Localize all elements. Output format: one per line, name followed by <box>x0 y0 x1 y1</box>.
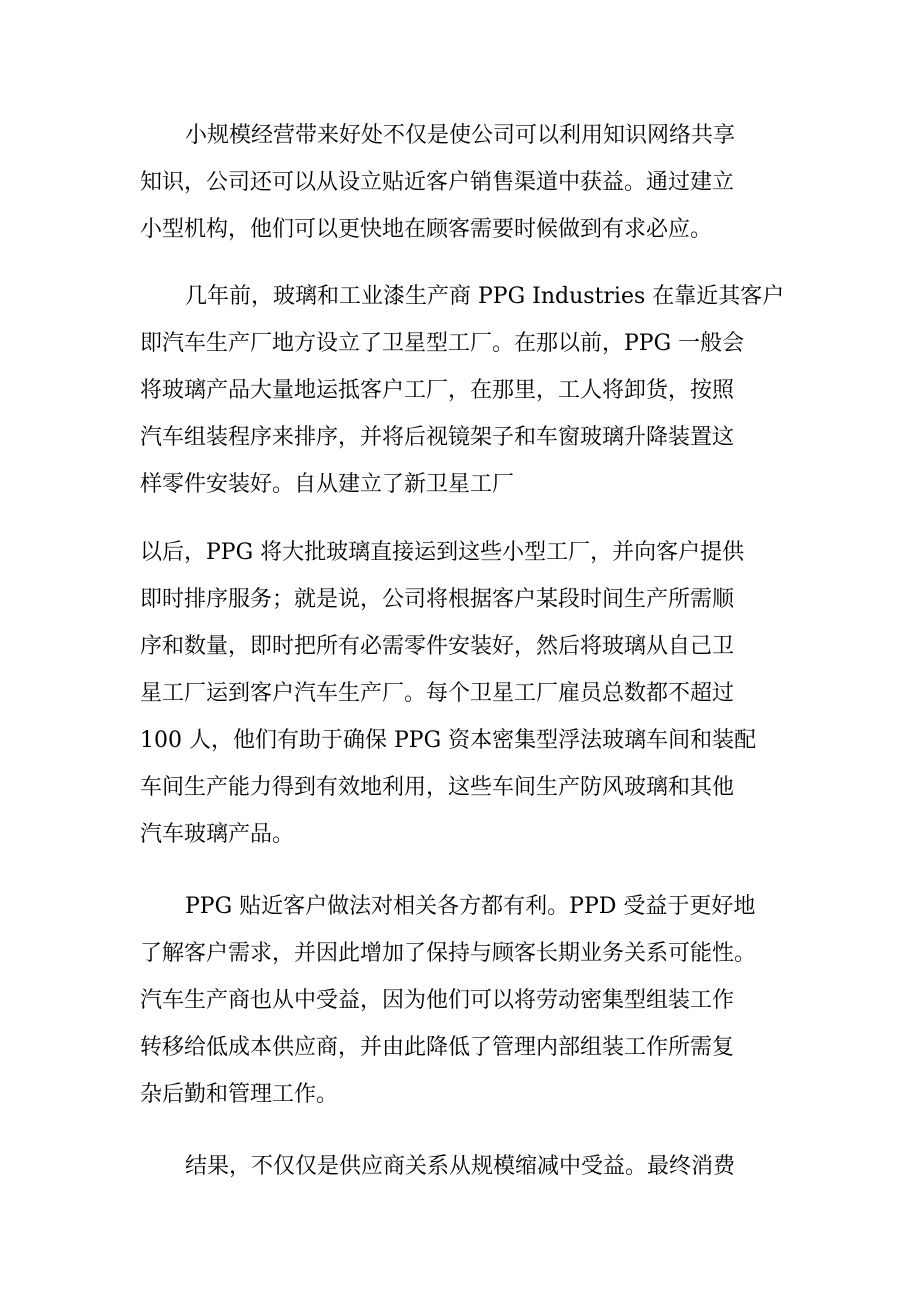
text-line: 汽车玻璃产品。 <box>140 822 295 847</box>
text-line: 转移给低成本供应商，并由此降低了管理内部组装工作所需复 <box>140 1035 735 1060</box>
paragraph-result <box>140 1143 735 1190</box>
text-line: 星工厂运到客户汽车生产厂。每个卫星工厂雇员总数都不超过 <box>140 681 735 706</box>
text-line: 以后，PPG 将大批玻璃直接运到这些小型工厂，并向客户提供 <box>140 540 745 565</box>
text-line: 序和数量，即时把所有必需零件安装好，然后将玻璃从自己卫 <box>140 634 735 659</box>
text-line: 即汽车生产厂地方设立了卫星型工厂。在那以前，PPG 一般会 <box>140 331 745 356</box>
text-line: 了解客户需求，并因此增加了保持与顾客长期业务关系可能性。 <box>140 941 757 966</box>
text-line: 即时排序服务；就是说，公司将根据客户某段时间生产所需顺 <box>140 587 735 612</box>
text-line: 小规模经营带来好处不仅是使公司可以利用知识网络共享 <box>185 123 736 148</box>
text-line: PPG 贴近客户做法对相关各方都有利。PPD 受益于更好地 <box>185 894 756 919</box>
text-line: 杂后勤和管理工作。 <box>140 1082 339 1107</box>
text-line: 车间生产能力得到有效地利用，这些车间生产防风玻璃和其他 <box>140 775 735 800</box>
paragraph-small-scale-benefits <box>140 112 735 253</box>
text-line: 汽车生产商也从中受益，因为他们可以将劳动密集型组装工作 <box>140 988 735 1013</box>
text-line: 100 人，他们有助于确保 PPG 资本密集型浮法玻璃车间和装配 <box>140 728 757 753</box>
paragraph-ppg-sequencing <box>140 529 756 858</box>
text-line: 几年前，玻璃和工业漆生产商 PPG Industries 在靠近其客户 <box>185 284 785 309</box>
paragraph-ppg-satellite-plants <box>140 273 784 508</box>
text-line: 结果，不仅仅是供应商关系从规模缩减中受益。最终消费 <box>185 1154 736 1179</box>
paragraph-ppg-benefits <box>140 883 756 1118</box>
text-line: 知识，公司还可以从设立贴近客户销售渠道中获益。通过建立 <box>140 170 735 195</box>
text-line: 小型机构，他们可以更快地在顾客需要时候做到有求必应。 <box>140 217 713 242</box>
text-line: 将玻璃产品大量地运抵客户工厂，在那里，工人将卸货，按照 <box>140 378 735 403</box>
text-line: 样零件安装好。自从建立了新卫星工厂 <box>140 472 515 497</box>
text-line: 汽车组装程序来排序，并将后视镜架子和车窗玻璃升降装置这 <box>140 425 735 450</box>
